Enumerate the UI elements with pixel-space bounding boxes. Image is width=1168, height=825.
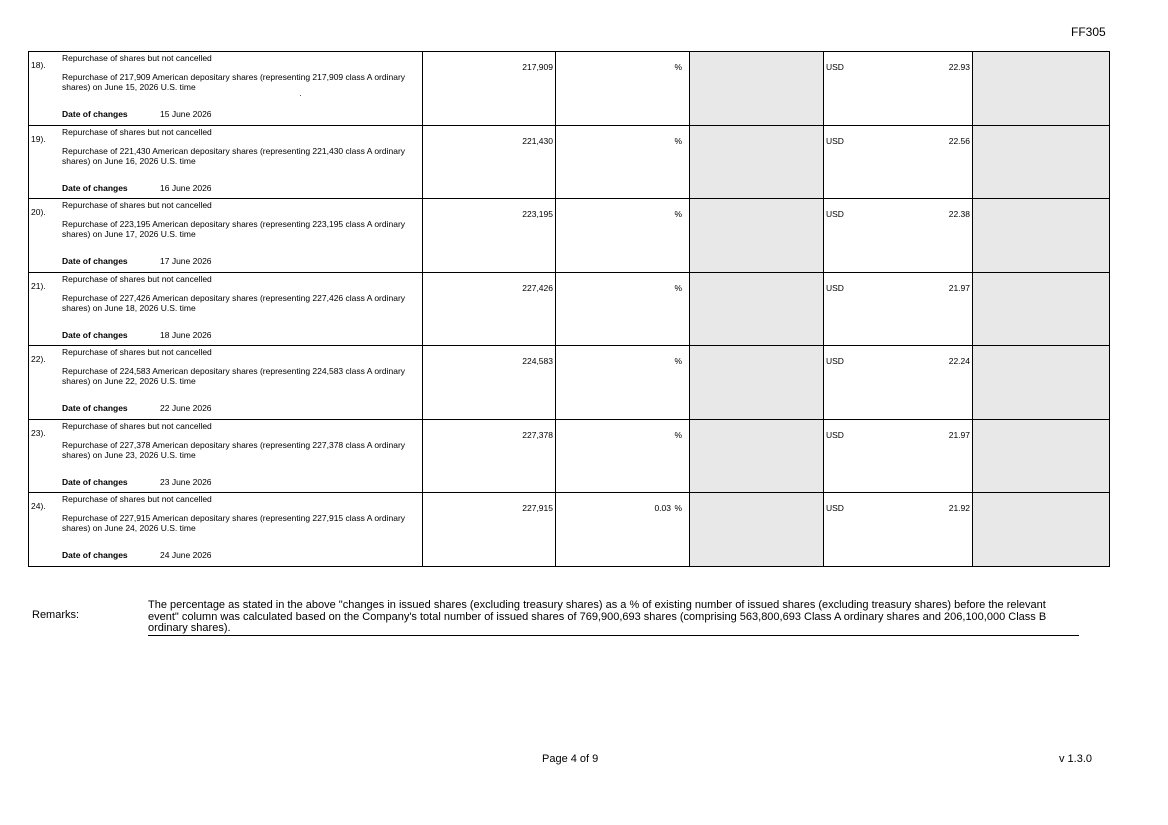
table-row — [29, 272, 1110, 346]
shaded-cell — [973, 199, 1110, 273]
date-label: Date of changes — [62, 476, 128, 487]
share-changes-table — [28, 51, 1110, 567]
currency: USD — [826, 282, 844, 293]
shaded-cell — [690, 346, 824, 420]
shares-cell — [423, 419, 556, 493]
price-value: 21.97 — [948, 282, 970, 293]
date-value: 15 June 2026 — [160, 109, 212, 119]
date-value: 23 June 2026 — [160, 476, 212, 487]
remarks-label: Remarks: — [32, 609, 80, 621]
change-description: Repurchase of 227,378 American depositary shares (representing 227,378 class A ordinary shares) on June 23, 2026 U.S. time — [62, 439, 406, 460]
form-code: FF305 — [1071, 25, 1106, 39]
change-description: Repurchase of 221,430 American depositary shares (representing 221,430 class A ordinary shares) on June 16, 2026 U.S. time — [62, 145, 406, 166]
date-of-changes — [62, 477, 212, 487]
percent-cell — [556, 419, 690, 493]
description-cell — [29, 52, 423, 126]
date-of-changes — [62, 256, 212, 266]
change-type: Repurchase of shares but not cancelled — [62, 53, 212, 63]
price-cell — [824, 346, 973, 420]
change-type: Repurchase of shares but not cancelled — [62, 273, 212, 284]
shares-value: 217,909 — [522, 62, 553, 72]
date-of-changes — [62, 183, 212, 193]
table-row — [29, 419, 1110, 493]
shares-cell — [423, 52, 556, 126]
date-label: Date of changes — [62, 329, 128, 340]
description-cell — [29, 199, 423, 273]
date-value: 22 June 2026 — [160, 403, 212, 413]
shaded-cell — [973, 346, 1110, 420]
row-number: 18). — [31, 60, 46, 70]
price-cell — [824, 52, 973, 126]
shares-value: 221,430 — [522, 135, 553, 146]
price-value: 22.56 — [948, 135, 970, 146]
price-cell — [824, 419, 973, 493]
shares-value: 227,426 — [522, 282, 553, 293]
percent-cell — [556, 493, 690, 567]
shares-cell — [423, 493, 556, 567]
change-type: Repurchase of shares but not cancelled — [62, 200, 212, 210]
table-row — [29, 199, 1110, 273]
remarks-text: The percentage as stated in the above "changes in issued shares (excluding treasury shares) as a % of existing number of issued shares (excluding treasury shares) before the relevant event" column was calculated based on the Company's total number of issued shares of 769,900,693 shares (comprising 563,800,693 Class A ordinary shares and 206,100,000 Class B ordinary shares). — [148, 600, 1079, 636]
row-number: 24). — [31, 501, 46, 511]
price-value: 21.92 — [948, 503, 970, 513]
date-of-changes — [62, 330, 212, 340]
percent-value: 0.03 — [654, 503, 671, 513]
price-cell — [824, 199, 973, 273]
shaded-cell — [690, 52, 824, 126]
shaded-cell — [690, 493, 824, 567]
description-cell — [29, 346, 423, 420]
shares-cell — [423, 346, 556, 420]
date-of-changes — [62, 403, 212, 413]
shares-cell — [423, 272, 556, 346]
row-number: 20). — [31, 207, 46, 217]
shaded-cell — [973, 125, 1110, 199]
shaded-cell — [690, 199, 824, 273]
price-cell — [824, 493, 973, 567]
currency: USD — [826, 209, 844, 219]
shaded-cell — [690, 272, 824, 346]
percent-symbol: % — [674, 209, 682, 219]
date-value: 24 June 2026 — [160, 550, 212, 560]
percent-cell — [556, 272, 690, 346]
price-value: 21.97 — [948, 429, 970, 440]
percent-cell — [556, 125, 690, 199]
table-row — [29, 52, 1110, 126]
row-number: 21). — [31, 280, 46, 291]
change-description: Repurchase of 227,426 American depositary shares (representing 227,426 class A ordinary shares) on June 18, 2026 U.S. time — [62, 292, 406, 313]
change-description: Repurchase of 224,583 American depositary shares (representing 224,583 class A ordinary shares) on June 22, 2026 U.S. time — [62, 366, 406, 386]
change-type: Repurchase of shares but not cancelled — [62, 420, 212, 431]
description-cell — [29, 419, 423, 493]
shaded-cell — [973, 419, 1110, 493]
price-cell — [824, 272, 973, 346]
table-row — [29, 346, 1110, 420]
currency: USD — [826, 429, 844, 440]
percent-symbol: % — [674, 62, 682, 72]
percent-cell — [556, 52, 690, 126]
price-value: 22.38 — [948, 209, 970, 219]
shaded-cell — [690, 125, 824, 199]
change-description: Repurchase of 227,915 American depositary shares (representing 227,915 class A ordinary shares) on June 24, 2026 U.S. time — [62, 513, 406, 533]
table-row — [29, 125, 1110, 199]
date-value: 18 June 2026 — [160, 329, 212, 340]
shaded-cell — [973, 272, 1110, 346]
currency: USD — [826, 62, 844, 72]
percent-symbol: % — [674, 503, 682, 513]
percent-symbol: % — [674, 135, 682, 146]
table-row — [29, 493, 1110, 567]
version-label: v 1.3.0 — [1059, 753, 1093, 765]
change-description: Repurchase of 223,195 American depositary shares (representing 223,195 class A ordinary shares) on June 17, 2026 U.S. time — [62, 219, 406, 239]
date-label: Date of changes — [62, 550, 128, 560]
shares-cell — [423, 199, 556, 273]
shares-value: 227,378 — [522, 429, 553, 440]
percent-cell — [556, 346, 690, 420]
shares-value: 223,195 — [522, 209, 553, 219]
page-number: Page 4 of 9 — [542, 753, 599, 765]
date-label: Date of changes — [62, 256, 128, 266]
shaded-cell — [973, 493, 1110, 567]
currency: USD — [826, 135, 844, 146]
description-cell — [29, 125, 423, 199]
price-value: 22.93 — [948, 62, 970, 72]
change-type: Repurchase of shares but not cancelled — [62, 126, 212, 137]
percent-symbol: % — [674, 356, 682, 366]
date-of-changes — [62, 550, 212, 560]
date-label: Date of changes — [62, 182, 128, 193]
percent-cell — [556, 199, 690, 273]
change-type: Repurchase of shares but not cancelled — [62, 347, 212, 357]
description-cell — [29, 272, 423, 346]
shaded-cell — [690, 419, 824, 493]
currency: USD — [826, 503, 844, 513]
row-number: 19). — [31, 133, 46, 144]
date-value: 16 June 2026 — [160, 182, 212, 193]
price-cell — [824, 125, 973, 199]
date-label: Date of changes — [62, 109, 128, 119]
date-of-changes — [62, 109, 212, 119]
change-description: Repurchase of 217,909 American depositary shares (representing 217,909 class A ordinary shares) on June 15, 2026 U.S. time — [62, 72, 406, 92]
shares-value: 224,583 — [522, 356, 553, 366]
row-number: 23). — [31, 427, 46, 438]
date-label: Date of changes — [62, 403, 128, 413]
row-number: 22). — [31, 354, 46, 364]
date-value: 17 June 2026 — [160, 256, 212, 266]
change-type: Repurchase of shares but not cancelled — [62, 494, 212, 504]
stray-mark — [300, 95, 301, 96]
currency: USD — [826, 356, 844, 366]
shaded-cell — [973, 52, 1110, 126]
percent-symbol: % — [674, 429, 682, 440]
description-cell — [29, 493, 423, 567]
percent-symbol: % — [674, 282, 682, 293]
price-value: 22.24 — [948, 356, 970, 366]
shares-cell — [423, 125, 556, 199]
shares-value: 227,915 — [522, 503, 553, 513]
